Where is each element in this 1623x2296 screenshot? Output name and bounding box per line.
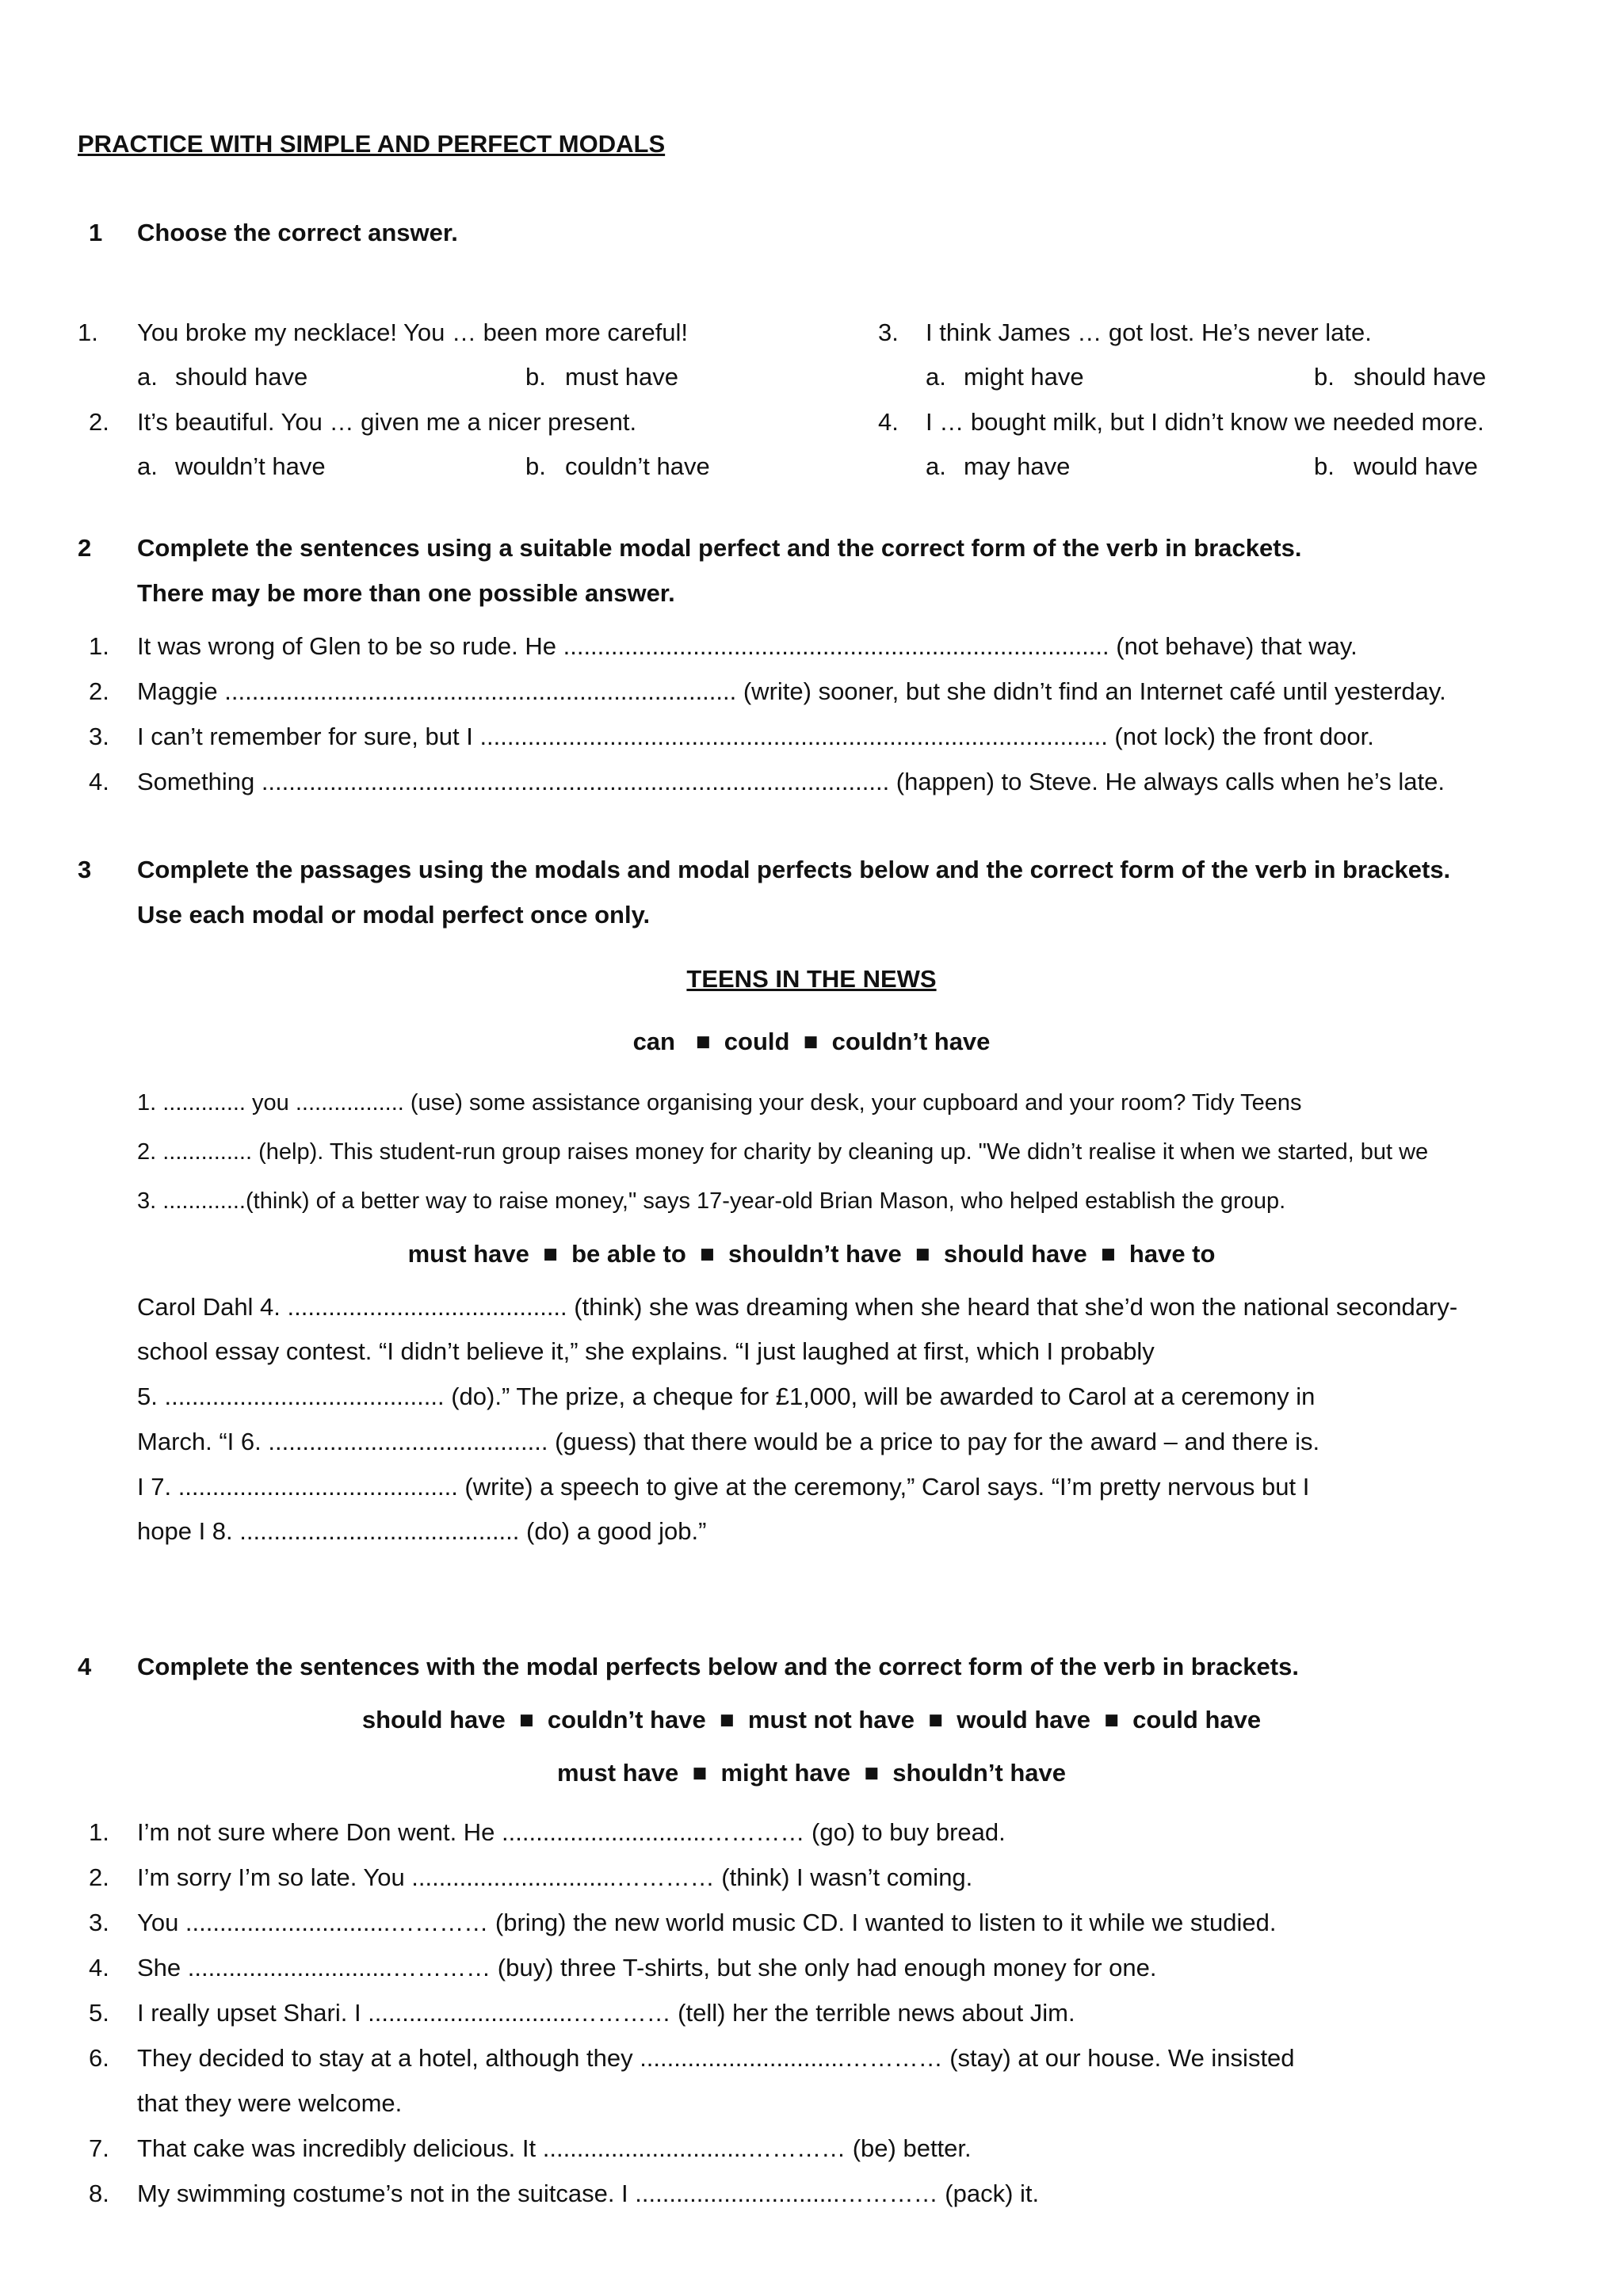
s4-item-4-text: She ..............................………… (buy) three T-shirts, but she only had enough money for one. (137, 1954, 1157, 1981)
s2-item-1-text: It was wrong of Glen to be so rude. He ................................................................................ (not behave) that way. (137, 632, 1358, 660)
s1-q1-option-a: should have (175, 363, 308, 391)
s3-passage-2-line-4: March. “I 6. ......................................... (guess) that there would be a price to pay for the award – and there is. (137, 1428, 1320, 1455)
s4-item-8-number: 8. (89, 2180, 109, 2207)
section-2-heading-line-2: There may be more than one possible answer. (137, 579, 675, 607)
s1-q4-option-b-label: b. (1314, 452, 1335, 480)
s4-item-2-number: 2. (89, 1863, 109, 1891)
section-3-heading-line-1: Complete the passages using the modals and modal perfects below and the correct form of the verb in brackets. (137, 856, 1451, 883)
s4-item-8-text: My swimming costume’s not in the suitcase. I ..............................………… (pack) it. (137, 2180, 1040, 2207)
s1-q2-text: It’s beautiful. You … given me a nicer present. (137, 408, 637, 436)
s4-item-2-text: I’m sorry I’m so late. You ..............................………… (think) I wasn’t coming. (137, 1863, 973, 1891)
s1-q2-number: 2. (89, 408, 109, 436)
s3-passage-2-line-1: Carol Dahl 4. ......................................... (think) she was dreaming when she heard that she’d won the national secondary- (137, 1293, 1458, 1321)
s1-q3-option-b: should have (1354, 363, 1487, 391)
s1-q4-option-a: may have (964, 452, 1071, 480)
s1-q1-number: 1. (78, 318, 98, 346)
document-title: PRACTICE WITH SIMPLE AND PERFECT MODALS (78, 130, 666, 158)
section-4-number: 4 (78, 1653, 92, 1680)
s3-passage-1-line-1: 1. ............. you ................. (use) some assistance organising your desk, your cupboard and your room? Tidy Teens (137, 1090, 1302, 1116)
s4-item-3-text: You ..............................………… (bring) the new world music CD. I wanted to listen to it while we studied. (137, 1909, 1277, 1936)
s1-q3-option-b-label: b. (1314, 363, 1335, 391)
section-2-heading-line-1: Complete the sentences using a suitable modal perfect and the correct form of the verb in brackets. (137, 534, 1302, 562)
section-4-word-box-2: must have ■ might have ■ shouldn’t have (556, 1759, 1067, 1787)
s3-passage-1-line-3: 3. .............(think) of a better way to raise money," says 17-year-old Brian Mason, who helped establish the group. (137, 1188, 1286, 1214)
s2-item-2-text: Maggie ........................................................................... (write) sooner, but she didn’t find an Internet café until yesterday. (137, 677, 1446, 705)
s4-item-7-number: 7. (89, 2134, 109, 2162)
section-3-word-box-2: must have ■ be able to ■ shouldn’t have ■ should have ■ have to (407, 1240, 1216, 1268)
s1-q4-option-a-label: a. (926, 452, 946, 480)
section-3-subtitle: TEENS IN THE NEWS (686, 965, 937, 993)
section-1-heading: Choose the correct answer. (137, 219, 458, 246)
s4-item-5-text: I really upset Shari. I ..............................………… (tell) her the terrible news about Jim. (137, 1999, 1075, 2027)
s2-item-4-number: 4. (89, 768, 109, 795)
s1-q2-option-a: wouldn’t have (175, 452, 326, 480)
s1-q3-option-a: might have (964, 363, 1084, 391)
s3-passage-2-line-2: school essay contest. “I didn’t believe it,” she explains. “I just laughed at first, which I probably (137, 1337, 1155, 1365)
s1-q1-option-b-label: b. (525, 363, 546, 391)
s4-item-4-number: 4. (89, 1954, 109, 1981)
s1-q1-option-b: must have (565, 363, 679, 391)
section-3-word-box-1: can ■ could ■ couldn’t have (632, 1028, 991, 1055)
s2-item-2-number: 2. (89, 677, 109, 705)
s4-item-5-number: 5. (89, 1999, 109, 2027)
s4-item-6-text: They decided to stay at a hotel, although they ..............................………… (stay) at our house. We insisted (137, 2044, 1295, 2072)
s2-item-3-text: I can’t remember for sure, but I ............................................................................................ (not lock) the front door. (137, 723, 1374, 750)
s3-passage-2-line-6: hope I 8. ......................................... (do) a good job.” (137, 1517, 707, 1545)
section-2-number: 2 (78, 534, 92, 562)
s1-q1-option-a-label: a. (137, 363, 158, 391)
s1-q4-text: I … bought milk, but I didn’t know we needed more. (926, 408, 1484, 436)
s4-item-1-number: 1. (89, 1818, 109, 1846)
s3-passage-1-line-2: 2. .............. (help). This student-run group raises money for charity by cleaning up. "We didn’t realise it when we started, but we (137, 1139, 1429, 1165)
s3-passage-2-line-3: 5. ......................................... (do).” The prize, a cheque for £1,000, will be awarded to Carol at a ceremony in (137, 1383, 1316, 1410)
s1-q2-option-b-label: b. (525, 452, 546, 480)
s1-q3-option-a-label: a. (926, 363, 946, 391)
s4-item-6-number: 6. (89, 2044, 109, 2072)
s4-item-1-text: I’m not sure where Don went. He ..............................………… (go) to buy bread. (137, 1818, 1006, 1846)
s1-q1-text: You broke my necklace! You … been more careful! (137, 318, 689, 346)
s2-item-1-number: 1. (89, 632, 109, 660)
section-3-number: 3 (78, 856, 92, 883)
s1-q4-number: 4. (878, 408, 899, 436)
s1-q2-option-a-label: a. (137, 452, 158, 480)
s4-item-3-number: 3. (89, 1909, 109, 1936)
s2-item-4-text: Something ............................................................................................ (happen) to Steve. He always calls when he’s late. (137, 768, 1445, 795)
s1-q4-option-b: would have (1354, 452, 1478, 480)
s2-item-3-number: 3. (89, 723, 109, 750)
section-4-word-box-1: should have ■ couldn’t have ■ must not have ■ would have ■ could have (361, 1706, 1262, 1733)
s3-passage-2-line-5: I 7. ......................................... (write) a speech to give at the ceremony,” Carol says. “I’m pretty nervous but I (137, 1473, 1310, 1501)
s4-item-6-continuation: that they were welcome. (137, 2089, 403, 2117)
section-4-heading: Complete the sentences with the modal perfects below and the correct form of the verb in brackets. (137, 1653, 1299, 1680)
section-3-heading-line-2: Use each modal or modal perfect once only. (137, 901, 651, 929)
s1-q3-number: 3. (878, 318, 899, 346)
section-1-number: 1 (89, 219, 103, 246)
s1-q2-option-b: couldn’t have (565, 452, 710, 480)
s1-q3-text: I think James … got lost. He’s never late. (926, 318, 1372, 346)
s4-item-7-text: That cake was incredibly delicious. It ..............................………… (be) better. (137, 2134, 972, 2162)
